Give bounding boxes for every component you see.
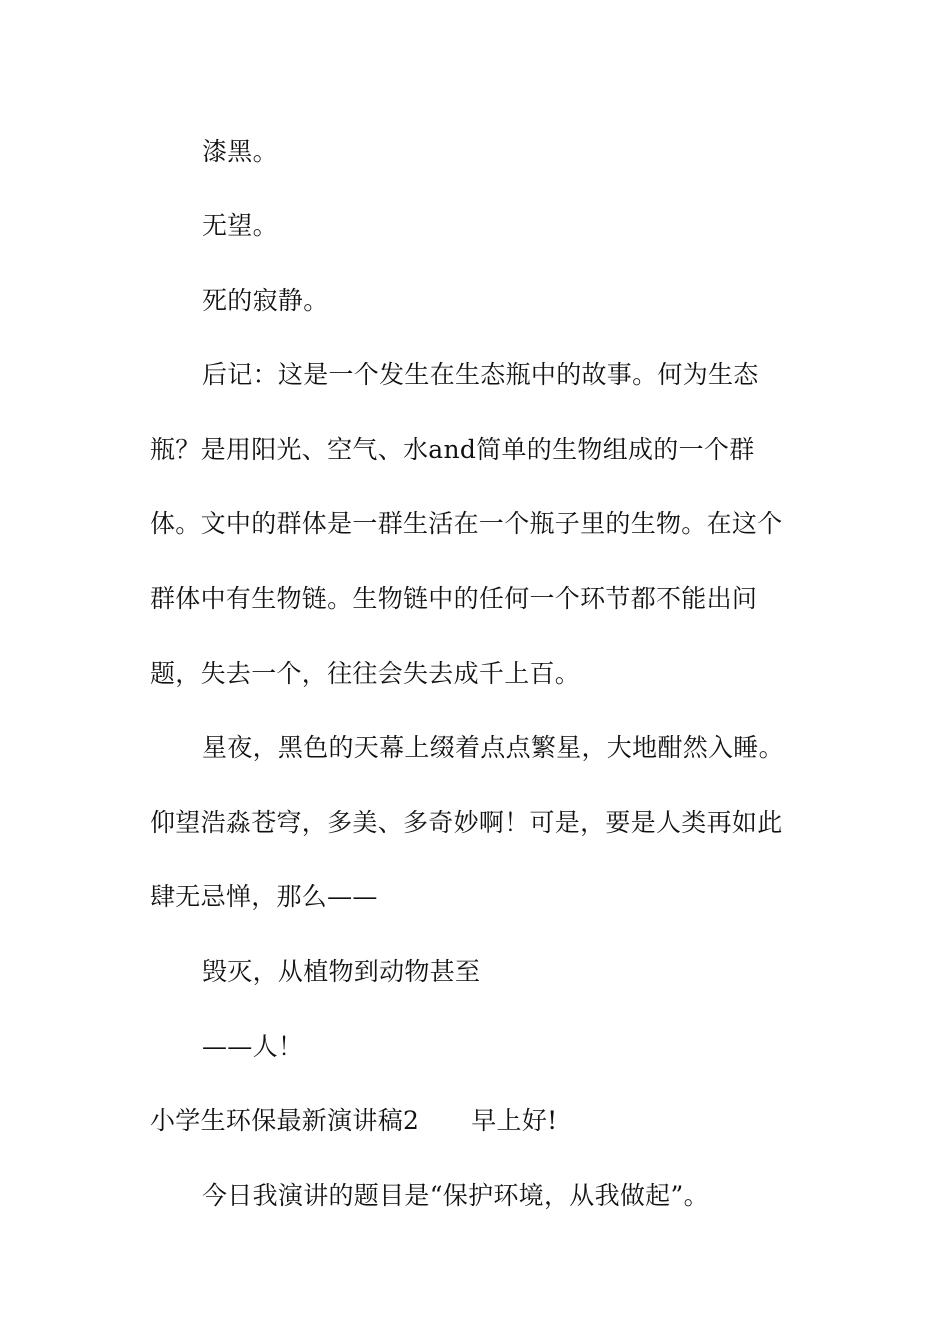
paragraph-line: 死的寂静。 (202, 286, 329, 315)
paragraph-line: 瓶？是用阳光、空气、水and简单的生物组成的一个群 (150, 435, 755, 464)
paragraph-line: ——人！ (202, 1032, 304, 1061)
section-heading-line (150, 1106, 557, 1136)
greeting: 早上好! (471, 1106, 558, 1135)
paragraph-line: 肆无忌惮，那么—— (150, 882, 378, 911)
paragraph-line: 今日我演讲的题目是“保护环境，从我做起”。 (202, 1181, 709, 1210)
paragraph-line: 无望。 (202, 211, 278, 240)
paragraph-line: 后记：这是一个发生在生态瓶中的故事。何为生态 (202, 360, 759, 389)
paragraph-line: 题，失去一个，往往会失去成千上百。 (150, 659, 581, 688)
paragraph-line: 群体中有生物链。生物链中的任何一个环节都不能出问 (150, 584, 758, 613)
paragraph-line: 毁灭，从植物到动物甚至 (202, 957, 481, 986)
paragraph-line: 漆黑。 (202, 137, 278, 166)
paragraph-line: 仰望浩淼苍穹，多美、多奇妙啊！可是，要是人类再如此 (150, 808, 783, 837)
section-title: 小学生环保最新演讲稿2 (150, 1106, 420, 1135)
paragraph-line: 星夜，黑色的天幕上缀着点点繁星，大地酣然入睡。 (202, 733, 784, 762)
paragraph-line: 体。文中的群体是一群生活在一个瓶子里的生物。在这个 (150, 509, 783, 538)
